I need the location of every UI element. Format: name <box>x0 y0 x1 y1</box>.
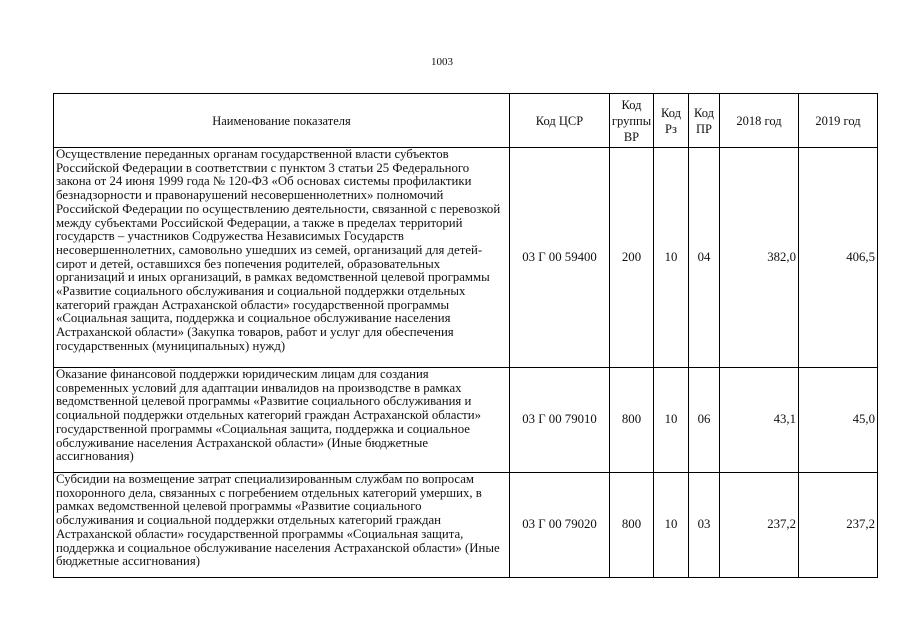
header-csr-code: Код ЦСР <box>510 94 610 148</box>
pr-code-cell: 03 <box>689 473 720 578</box>
rz-code-cell: 10 <box>654 473 689 578</box>
table-row <box>54 473 878 578</box>
value-2018-cell: 237,2 <box>720 473 799 578</box>
indicator-name-cell: Субсидии на возмещение затрат специализированным службам по вопросам похоронного дела, связанных с погребением отдельных категорий умерших, в рамках ведомственной целевой программы «Развитие социального обслуживания и социальной поддержки отдельных категорий граждан Астраханской области» государственной программы «Социальная защита, поддержка и социальное обслуживание населения Астраханской области» (Иные бюджетные ассигнования) <box>54 473 510 578</box>
csr-code-cell: 03 Г 00 79010 <box>510 368 610 473</box>
table-row <box>54 148 878 368</box>
header-2019: 2019 год <box>799 94 878 148</box>
rz-code-cell: 10 <box>654 368 689 473</box>
pr-code-cell: 04 <box>689 148 720 368</box>
value-2019-cell: 406,5 <box>799 148 878 368</box>
indicator-name-cell: Оказание финансовой поддержки юридическим лицам для создания современных условий для адаптации инвалидов на производстве в рамках ведомственной целевой программы «Развитие социального обслуживания и социальной поддержки отдельных категорий граждан Астраханской области» государственной программы «Социальная защита, поддержка и социальное обслуживание населения Астраханской области» (Иные бюджетные ассигнования) <box>54 368 510 473</box>
indicator-name-cell: Осуществление переданных органам государственной власти субъектов Российской Федерации в соответствии с пунктом 3 статьи 25 Федерального закона от 24 июня 1999 года № 120-ФЗ «Об основах системы профилактики безнадзорности и правонарушений несовершеннолетних» полномочий Российской Федерации по осуществлению деятельности, связанной с перевозкой между субъектами Российской Федерации, а также в пределах территорий государств – участников Содружества Независимых Государств несовершеннолетних, самовольно ушедших из семей, организаций для детей- сирот и детей, оставшихся без попечения родителей, образовательных организаций и иных организаций, в рамках ведомственной целевой программы «Развитие социального обслуживания и социальной поддержки отдельных категорий граждан Астраханской области» государственной программы «Социальная защита, поддержка и социальное обслуживание населения Астраханской области» (Закупка товаров, работ и услуг для обеспечения государственных (муниципальных) нужд) <box>54 148 510 368</box>
value-2018-cell: 43,1 <box>720 368 799 473</box>
header-vr-code: Код группы ВР <box>610 94 654 148</box>
vr-code-cell: 200 <box>610 148 654 368</box>
value-2019-cell: 45,0 <box>799 368 878 473</box>
value-2018-cell: 382,0 <box>720 148 799 368</box>
vr-code-cell: 800 <box>610 473 654 578</box>
table-header-row <box>54 94 878 148</box>
csr-code-cell: 03 Г 00 59400 <box>510 148 610 368</box>
table-row <box>54 368 878 473</box>
budget-table <box>53 93 878 578</box>
header-indicator-name: Наименование показателя <box>54 94 510 148</box>
page-number: 1003 <box>431 56 453 68</box>
header-rz-code: Код Рз <box>654 94 689 148</box>
csr-code-cell: 03 Г 00 79020 <box>510 473 610 578</box>
rz-code-cell: 10 <box>654 148 689 368</box>
pr-code-cell: 06 <box>689 368 720 473</box>
vr-code-cell: 800 <box>610 368 654 473</box>
value-2019-cell: 237,2 <box>799 473 878 578</box>
header-2018: 2018 год <box>720 94 799 148</box>
header-pr-code: Код ПР <box>689 94 720 148</box>
